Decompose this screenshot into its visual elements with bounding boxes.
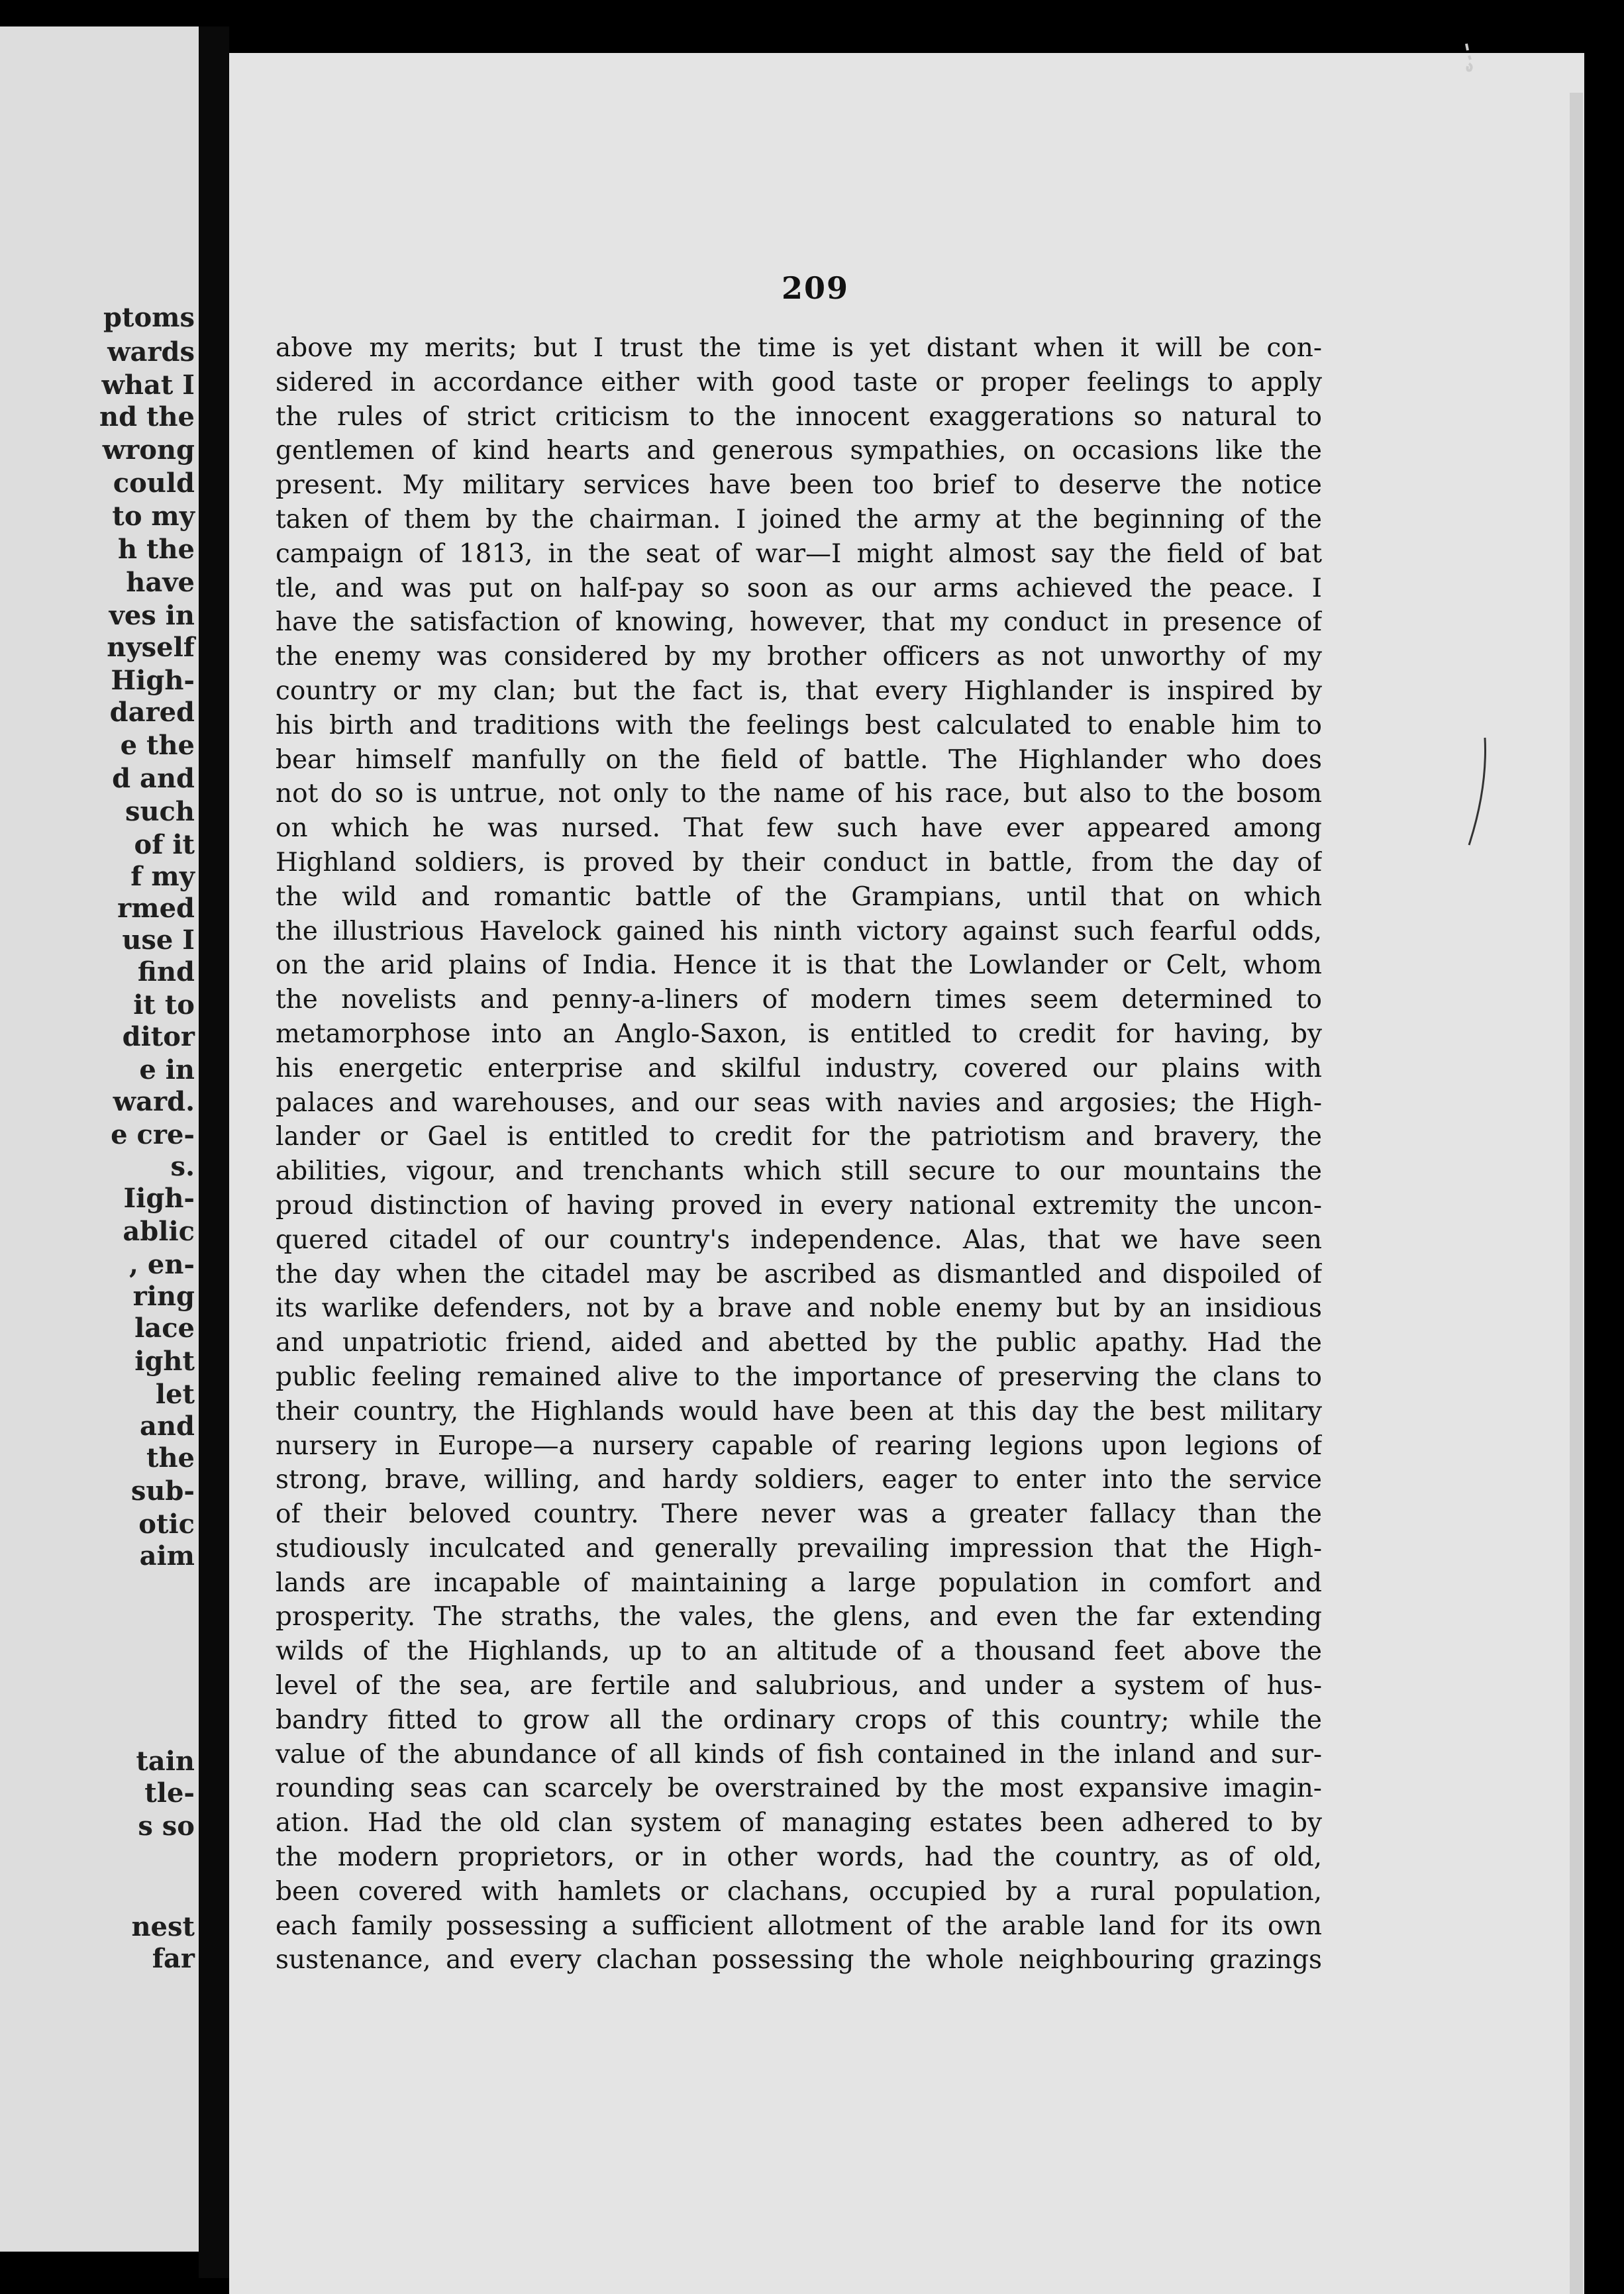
text-line: wilds of the Highlands, up to an altitude of a thousand feet above the: [276, 1636, 1322, 1667]
previous-page-text-fragment: ight: [134, 1346, 195, 1377]
text-line: on which he was nursed. That few such have ever appeared among: [276, 813, 1322, 844]
previous-page-text-fragment: Iigh-: [123, 1183, 195, 1214]
text-line: prosperity. The straths, the vales, the glens, and even the far extending: [276, 1602, 1322, 1632]
text-line: have the satisfaction of knowing, however, that my conduct in presence of: [276, 607, 1322, 638]
text-line: campaign of 1813, in the seat of war—I might almost say the field of bat: [276, 538, 1322, 569]
text-line: each family possessing a sufficient allotment of the arable land for its own: [276, 1911, 1322, 1941]
text-line: strong, brave, willing, and hardy soldiers, eager to enter into the service: [276, 1465, 1322, 1495]
text-line: taken of them by the chairman. I joined the army at the beginning of the: [276, 504, 1322, 534]
text-line: rounding seas can scarcely be overstrained by the most expansive imagin-: [276, 1773, 1322, 1804]
text-line: present. My military services have been too brief to deserve the notice: [276, 470, 1322, 501]
text-line: level of the sea, are fertile and salubrious, and under a system of hus-: [276, 1671, 1322, 1701]
text-line: the illustrious Havelock gained his ninth victory against such fearful odds,: [276, 916, 1322, 946]
previous-page-text-fragment: rmed: [117, 893, 195, 924]
text-line: gentlemen of kind hearts and generous sympathies, on occasions like the: [276, 436, 1322, 466]
text-line: its warlike defenders, not by a brave and noble enemy but by an insidious: [276, 1293, 1322, 1324]
previous-page-text-fragment: h the: [117, 534, 195, 565]
text-line: bandry fitted to grow all the ordinary crops of this country; while the: [276, 1705, 1322, 1735]
text-line: quered citadel of our country's independence. Alas, that we have seen: [276, 1224, 1322, 1255]
previous-page-text-fragment: e the: [120, 730, 195, 761]
text-line: of their beloved country. There never was a greater fallacy than the: [276, 1499, 1322, 1530]
previous-page-text-fragment: ditor: [122, 1021, 195, 1052]
previous-page-text-fragment: nest: [131, 1911, 195, 1942]
text-line: nursery in Europe—a nursery capable of rearing legions upon legions of: [276, 1430, 1322, 1461]
previous-page-text-fragment: High-: [111, 665, 195, 696]
previous-page-text-fragment: of it: [134, 829, 195, 860]
text-line: their country, the Highlands would have been at this day the best military: [276, 1396, 1322, 1426]
previous-page-text-fragment: have: [126, 567, 195, 598]
previous-page-fragment: [0, 26, 199, 2252]
text-line: metamorphose into an Anglo-Saxon, is entitled to credit for having, by: [276, 1019, 1322, 1049]
text-line: on the arid plains of India. Hence it is that the Lowlander or Celt, whom: [276, 950, 1322, 981]
text-line: and unpatriotic friend, aided and abetted by the public apathy. Had the: [276, 1328, 1322, 1358]
text-line: palaces and warehouses, and our seas with navies and argosies; the High-: [276, 1087, 1322, 1118]
previous-page-text-fragment: the: [146, 1442, 195, 1473]
previous-page-text-fragment: s.: [170, 1151, 195, 1182]
text-line: tle, and was put on half-pay so soon as our arms achieved the peace. I: [276, 573, 1322, 603]
text-line: abilities, vigour, and trenchants which still secure to our mountains the: [276, 1156, 1322, 1187]
previous-page-text-fragment: lace: [134, 1313, 195, 1344]
text-line: studiously inculcated and generally prevailing impression that the High-: [276, 1533, 1322, 1564]
previous-page-text-fragment: ward.: [113, 1086, 195, 1117]
text-line: lander or Gael is entitled to credit for the patriotism and bravery, the: [276, 1122, 1322, 1152]
text-line: the day when the citadel may be ascribed as dismantled and dispoiled of: [276, 1259, 1322, 1289]
previous-page-text-fragment: to my: [112, 501, 195, 532]
text-line: sidered in accordance either with good taste or proper feelings to apply: [276, 367, 1322, 397]
previous-page-text-fragment: nyself: [107, 632, 195, 663]
body-text: [276, 331, 1322, 1977]
previous-page-text-fragment: use I: [122, 924, 195, 956]
previous-page-text-fragment: ablic: [123, 1216, 195, 1247]
text-line: the modern proprietors, or in other words, had the country, as of old,: [276, 1842, 1322, 1873]
previous-page-text-fragment: let: [155, 1379, 195, 1410]
previous-page-text-fragment: s so: [138, 1811, 195, 1842]
text-line: the novelists and penny-a-liners of modern times seem determined to: [276, 985, 1322, 1015]
previous-page-text-fragment: wrong: [102, 434, 195, 466]
previous-page-text-fragment: dared: [109, 697, 195, 728]
previous-page-text-fragment: far: [152, 1943, 195, 1974]
previous-page-text-fragment: ves in: [109, 600, 195, 631]
previous-page-text-fragment: ring: [132, 1281, 195, 1312]
corner-mark-icon: [1457, 40, 1484, 79]
previous-page-text-fragment: nd the: [99, 401, 195, 432]
page-number: 209: [782, 270, 850, 306]
previous-page-text-fragment: could: [113, 468, 195, 499]
text-line: value of the abundance of all kinds of fish contained in the inland and sur-: [276, 1739, 1322, 1770]
text-line: lands are incapable of maintaining a large population in comfort and: [276, 1568, 1322, 1598]
previous-page-text-fragment: tle-: [144, 1777, 195, 1809]
text-line: been covered with hamlets or clachans, occupied by a rural population,: [276, 1876, 1322, 1907]
previous-page-text-fragment: f my: [130, 861, 195, 892]
previous-page-text-fragment: e cre-: [111, 1119, 195, 1150]
text-line: his birth and traditions with the feelings best calculated to enable him to: [276, 710, 1322, 740]
book-gutter: [199, 26, 229, 2278]
previous-page-text-fragment: otic: [138, 1509, 195, 1540]
text-line: the enemy was considered by my brother officers as not unworthy of my: [276, 642, 1322, 672]
previous-page-text-fragment: sub-: [130, 1475, 195, 1507]
previous-page-text-fragment: ptoms: [103, 302, 195, 333]
text-line: the rules of strict criticism to the innocent exaggerations so natural to: [276, 401, 1322, 432]
previous-page-text-fragment: e in: [139, 1054, 195, 1085]
text-line: above my merits; but I trust the time is yet distant when it will be con-: [276, 333, 1322, 363]
previous-page-text-fragment: wards: [107, 336, 195, 368]
text-line: sustenance, and every clachan possessing the whole neighbouring grazings: [276, 1945, 1322, 1975]
text-line: public feeling remained alive to the importance of preserving the clans to: [276, 1362, 1322, 1392]
previous-page-text-fragment: , en-: [129, 1249, 195, 1280]
previous-page-text-fragment: d and: [112, 763, 195, 794]
previous-page-text-fragment: and: [140, 1411, 195, 1442]
previous-page-text-fragment: it to: [133, 989, 195, 1021]
text-line: Highland soldiers, is proved by their conduct in battle, from the day of: [276, 847, 1322, 877]
text-line: the wild and romantic battle of the Grampians, until that on which: [276, 881, 1322, 912]
page-edge: [1570, 93, 1583, 2294]
text-line: ation. Had the old clan system of managing estates been adhered to by: [276, 1808, 1322, 1838]
previous-page-text-fragment: aim: [139, 1540, 195, 1571]
text-line: not do so is untrue, not only to the name of his race, but also to the bosom: [276, 779, 1322, 809]
pencil-mark-icon: [1465, 735, 1492, 848]
previous-page-text-fragment: tain: [136, 1746, 195, 1777]
previous-page-text-fragment: find: [137, 956, 195, 987]
text-line: his energetic enterprise and skilful industry, covered our plains with: [276, 1053, 1322, 1083]
text-line: country or my clan; but the fact is, that every Highlander is inspired by: [276, 675, 1322, 706]
text-line: bear himself manfully on the field of battle. The Highlander who does: [276, 744, 1322, 775]
previous-page-text-fragment: such: [125, 796, 195, 827]
text-line: proud distinction of having proved in every national extremity the uncon-: [276, 1190, 1322, 1221]
previous-page-text-fragment: what I: [101, 370, 195, 401]
